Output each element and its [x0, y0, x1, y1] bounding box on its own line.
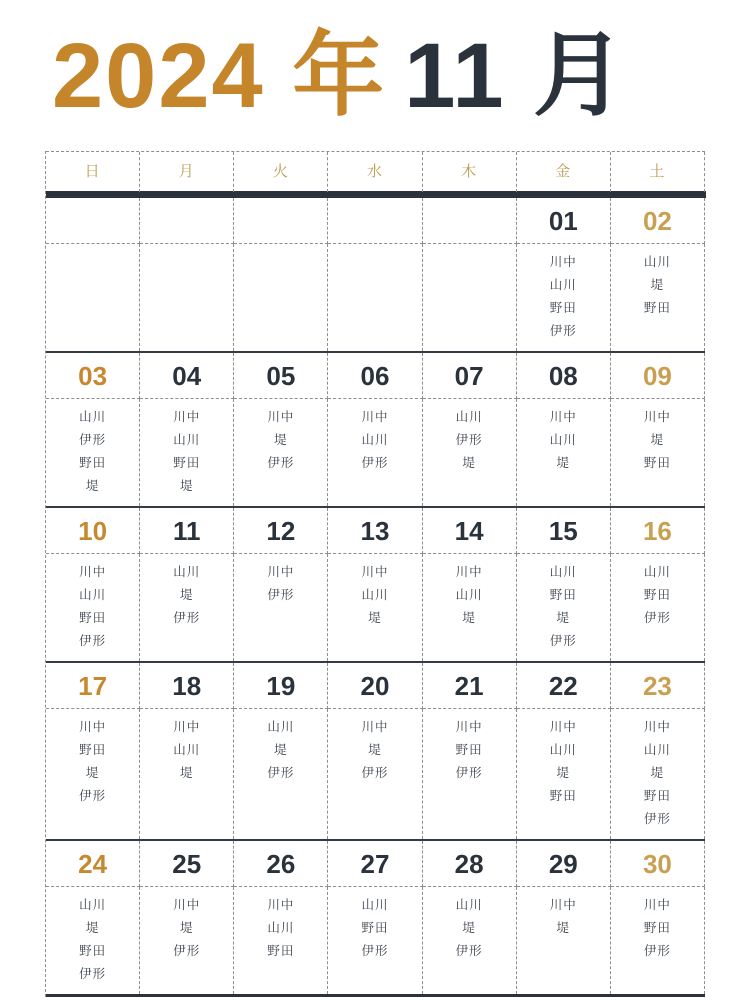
staff-name: 山川	[267, 920, 295, 935]
day-names	[611, 887, 705, 994]
staff-name: 川中	[267, 897, 295, 912]
staff-name: 野田	[643, 300, 671, 315]
staff-name: 伊形	[361, 943, 389, 958]
staff-name: 川中	[643, 897, 671, 912]
staff-name: 伊形	[267, 455, 295, 470]
staff-name: 堤	[650, 277, 665, 292]
day-number: 01	[517, 198, 611, 244]
staff-name: 堤	[179, 587, 194, 602]
staff-name: 堤	[556, 765, 571, 780]
day-names	[423, 554, 517, 661]
day-names	[234, 399, 328, 506]
day-names	[234, 244, 328, 351]
day-names	[140, 399, 234, 506]
day-number: 30	[611, 841, 705, 887]
day-number: 28	[423, 841, 517, 887]
staff-name: 伊形	[79, 432, 107, 447]
staff-name: 堤	[179, 765, 194, 780]
staff-name: 伊形	[643, 943, 671, 958]
staff-name: 山川	[173, 432, 201, 447]
day-names	[140, 887, 234, 994]
calendar	[45, 151, 705, 997]
staff-name: 野田	[549, 300, 577, 315]
staff-name: 山川	[173, 564, 201, 579]
staff-name: 山川	[455, 409, 483, 424]
staff-name: 堤	[650, 432, 665, 447]
staff-name: 堤	[556, 610, 571, 625]
staff-name: 川中	[549, 897, 577, 912]
staff-name: 伊形	[361, 765, 389, 780]
day-names	[423, 887, 517, 994]
staff-name: 堤	[179, 920, 194, 935]
day-names	[234, 554, 328, 661]
staff-name: 伊形	[173, 610, 201, 625]
staff-name: 山川	[79, 897, 107, 912]
weekday-label: 日	[46, 152, 140, 192]
day-names	[517, 244, 611, 351]
day-number	[234, 198, 328, 244]
day-number: 12	[234, 508, 328, 554]
day-number: 05	[234, 353, 328, 399]
staff-name: 堤	[85, 920, 100, 935]
day-names	[611, 554, 705, 661]
staff-name: 川中	[267, 564, 295, 579]
staff-name: 堤	[274, 742, 288, 757]
week-row	[46, 353, 705, 508]
day-number	[140, 198, 234, 244]
day-names	[423, 709, 517, 839]
day-number: 06	[328, 353, 422, 399]
title-year: 2024 年	[52, 25, 387, 127]
day-number: 27	[328, 841, 422, 887]
day-number: 26	[234, 841, 328, 887]
day-number: 10	[46, 508, 140, 554]
day-number: 11	[140, 508, 234, 554]
staff-name: 山川	[173, 742, 201, 757]
staff-name: 川中	[455, 719, 483, 734]
day-names	[328, 399, 422, 506]
weekday-label: 金	[517, 152, 611, 192]
day-names	[140, 554, 234, 661]
day-number: 13	[328, 508, 422, 554]
staff-name: 山川	[361, 432, 389, 447]
day-number: 14	[423, 508, 517, 554]
staff-name: 堤	[556, 920, 571, 935]
staff-name: 川中	[549, 409, 577, 424]
staff-name: 山川	[549, 432, 577, 447]
staff-name: 堤	[462, 610, 476, 625]
day-number	[328, 198, 422, 244]
day-number: 08	[517, 353, 611, 399]
staff-name: 野田	[643, 920, 671, 935]
day-number: 16	[611, 508, 705, 554]
staff-name: 山川	[643, 742, 671, 757]
staff-name: 山川	[361, 587, 389, 602]
day-names	[140, 244, 234, 351]
staff-name: 堤	[85, 478, 100, 493]
staff-name: 川中	[173, 719, 201, 734]
weekday-label: 火	[234, 152, 328, 192]
staff-name: 川中	[643, 719, 671, 734]
staff-name: 川中	[549, 719, 577, 734]
staff-name: 川中	[643, 409, 671, 424]
staff-name: 野田	[79, 943, 107, 958]
day-names	[328, 887, 422, 994]
staff-name: 山川	[549, 277, 577, 292]
day-number: 04	[140, 353, 234, 399]
staff-name: 堤	[368, 742, 382, 757]
day-number: 07	[423, 353, 517, 399]
day-names	[328, 709, 422, 839]
weekday-header-row	[46, 151, 705, 191]
day-number: 17	[46, 663, 140, 709]
staff-name: 山川	[455, 897, 483, 912]
day-number: 03	[46, 353, 140, 399]
header-divider-bar	[46, 191, 706, 198]
week-row	[46, 841, 705, 997]
staff-name: 野田	[79, 610, 107, 625]
staff-name: 野田	[173, 455, 201, 470]
staff-name: 山川	[643, 564, 671, 579]
staff-name: 野田	[549, 587, 577, 602]
staff-name: 山川	[79, 409, 107, 424]
day-number: 18	[140, 663, 234, 709]
staff-name: 山川	[267, 719, 295, 734]
weekday-label: 土	[611, 152, 705, 192]
staff-name: 伊形	[455, 432, 483, 447]
title-month: 11 月	[404, 25, 628, 127]
day-names	[517, 399, 611, 506]
day-number: 25	[140, 841, 234, 887]
staff-name: 野田	[643, 455, 671, 470]
day-names	[140, 709, 234, 839]
day-names	[46, 244, 140, 351]
day-number: 21	[423, 663, 517, 709]
staff-name: 伊形	[455, 765, 483, 780]
day-names	[611, 709, 705, 839]
staff-name: 川中	[549, 254, 577, 269]
staff-name: 伊形	[643, 610, 671, 625]
day-names	[328, 244, 422, 351]
day-names	[46, 709, 140, 839]
calendar-weeks	[46, 198, 705, 997]
day-number: 29	[517, 841, 611, 887]
staff-name: 伊形	[549, 323, 577, 338]
staff-name: 川中	[267, 409, 295, 424]
day-number	[46, 198, 140, 244]
day-number: 23	[611, 663, 705, 709]
staff-name: 堤	[85, 765, 100, 780]
staff-name: 堤	[556, 455, 571, 470]
staff-name: 川中	[79, 564, 107, 579]
day-number: 15	[517, 508, 611, 554]
staff-name: 野田	[549, 788, 577, 803]
day-names	[517, 554, 611, 661]
day-names	[234, 887, 328, 994]
staff-name: 山川	[79, 587, 107, 602]
weekday-label: 月	[140, 152, 234, 192]
weekday-label: 水	[328, 152, 422, 192]
staff-name: 伊形	[173, 943, 201, 958]
staff-name: 山川	[643, 254, 671, 269]
staff-name: 伊形	[267, 765, 295, 780]
day-names	[611, 399, 705, 506]
week-row	[46, 198, 705, 353]
staff-name: 伊形	[79, 788, 107, 803]
day-names	[423, 399, 517, 506]
day-number: 09	[611, 353, 705, 399]
staff-name: 堤	[462, 455, 476, 470]
staff-name: 野田	[79, 455, 107, 470]
week-row	[46, 663, 705, 841]
staff-name: 伊形	[455, 943, 483, 958]
day-names	[328, 554, 422, 661]
day-number: 19	[234, 663, 328, 709]
staff-name: 川中	[173, 897, 201, 912]
day-number: 24	[46, 841, 140, 887]
day-names	[46, 554, 140, 661]
day-names	[46, 887, 140, 994]
staff-name: 川中	[455, 564, 483, 579]
staff-name: 堤	[650, 765, 665, 780]
staff-name: 川中	[79, 719, 107, 734]
page-title	[52, 25, 750, 127]
day-number: 22	[517, 663, 611, 709]
day-number	[423, 198, 517, 244]
staff-name: 山川	[549, 742, 577, 757]
staff-name: 伊形	[549, 633, 577, 648]
week-row	[46, 508, 705, 663]
staff-name: 川中	[361, 564, 389, 579]
staff-name: 川中	[173, 409, 201, 424]
staff-name: 伊形	[79, 633, 107, 648]
staff-name: 堤	[274, 432, 288, 447]
staff-name: 堤	[368, 610, 382, 625]
staff-name: 野田	[267, 943, 295, 958]
staff-name: 野田	[79, 742, 107, 757]
staff-name: 野田	[455, 742, 483, 757]
staff-name: 野田	[643, 788, 671, 803]
day-names	[234, 709, 328, 839]
day-names	[423, 244, 517, 351]
day-number: 02	[611, 198, 705, 244]
staff-name: 堤	[462, 920, 476, 935]
staff-name: 川中	[361, 719, 389, 734]
staff-name: 山川	[549, 564, 577, 579]
day-names	[611, 244, 705, 351]
staff-name: 川中	[361, 409, 389, 424]
staff-name: 山川	[455, 587, 483, 602]
day-names	[517, 887, 611, 994]
weekday-label: 木	[423, 152, 517, 192]
day-names	[46, 399, 140, 506]
day-names	[517, 709, 611, 839]
staff-name: 伊形	[79, 966, 107, 981]
staff-name: 山川	[361, 897, 389, 912]
staff-name: 伊形	[643, 811, 671, 826]
staff-name: 野田	[361, 920, 389, 935]
staff-name: 野田	[643, 587, 671, 602]
staff-name: 伊形	[361, 455, 389, 470]
staff-name: 堤	[179, 478, 194, 493]
day-number: 20	[328, 663, 422, 709]
staff-name: 伊形	[267, 587, 295, 602]
